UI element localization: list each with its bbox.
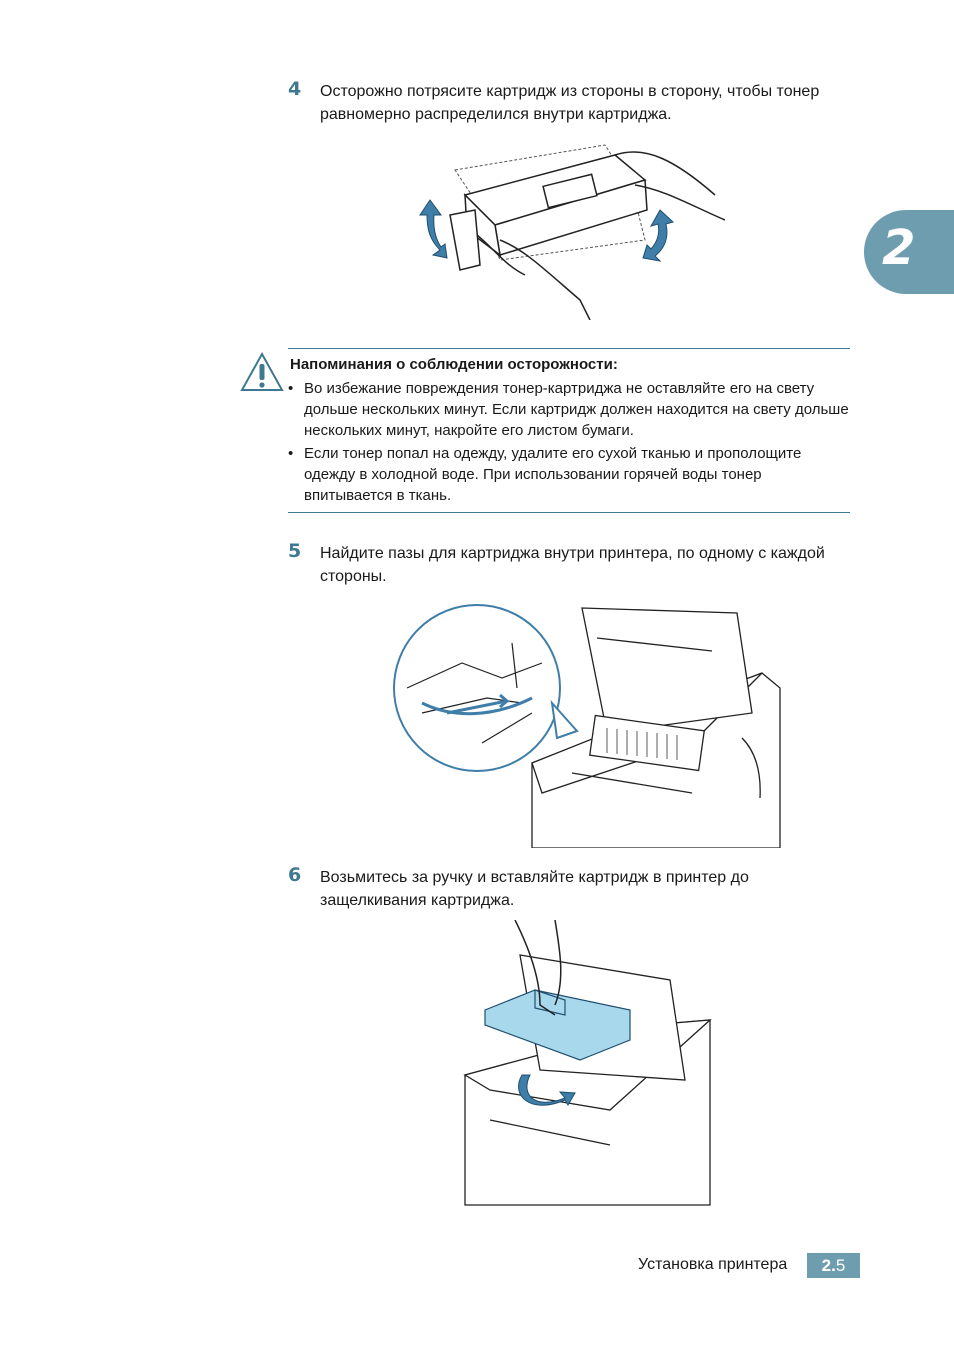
warning-triangle-icon	[240, 352, 284, 392]
step-5-number: 5	[288, 540, 302, 562]
cartridge-guides-illustration	[392, 603, 784, 848]
bullet: •	[288, 445, 294, 462]
page-number	[807, 1253, 860, 1278]
caution-note	[240, 348, 850, 512]
caution-list	[288, 378, 850, 508]
step-6-number: 6	[288, 864, 302, 886]
step-6-text: Возьмитесь за ручку и вставляйте картридж в принтер до защелкивания картриджа.	[320, 869, 749, 909]
step-4-text: Осторожно потрясите картридж из стороны в сторону, чтобы тонер равномерно распределился внутри картриджа.	[320, 83, 820, 123]
footer-section-title: Установка принтера	[638, 1256, 788, 1273]
bullet: •	[288, 380, 294, 397]
step-5-text: Найдите пазы для картриджа внутри принтера, по одному с каждой стороны.	[320, 545, 825, 585]
chapter-tab	[864, 210, 954, 294]
page-chapter: 2.	[821, 1256, 836, 1275]
caution-bottom-rule	[288, 512, 850, 513]
caution-top-rule	[288, 348, 850, 349]
caution-title: Напоминания о соблюдении осторожности:	[290, 356, 618, 373]
step-4-number: 4	[288, 78, 302, 100]
list-item	[288, 443, 850, 506]
list-item	[288, 378, 850, 441]
insert-cartridge-illustration	[460, 920, 715, 1210]
page-num: 5	[835, 1256, 846, 1275]
shake-cartridge-illustration	[405, 140, 725, 320]
caution-item-text: Во избежание повреждения тонер-картриджа не оставляйте его на свету дольше нескольких минут. Если картридж должен находится на свету дольше нескольких минут, накройте его листом бумаги.	[304, 380, 849, 439]
chapter-number: 2	[882, 220, 916, 276]
caution-item-text: Если тонер попал на одежду, удалите его сухой тканью и прополощите одежду в холодной воде. При использовании горячей воды тонер впитывается в ткань.	[304, 445, 802, 504]
